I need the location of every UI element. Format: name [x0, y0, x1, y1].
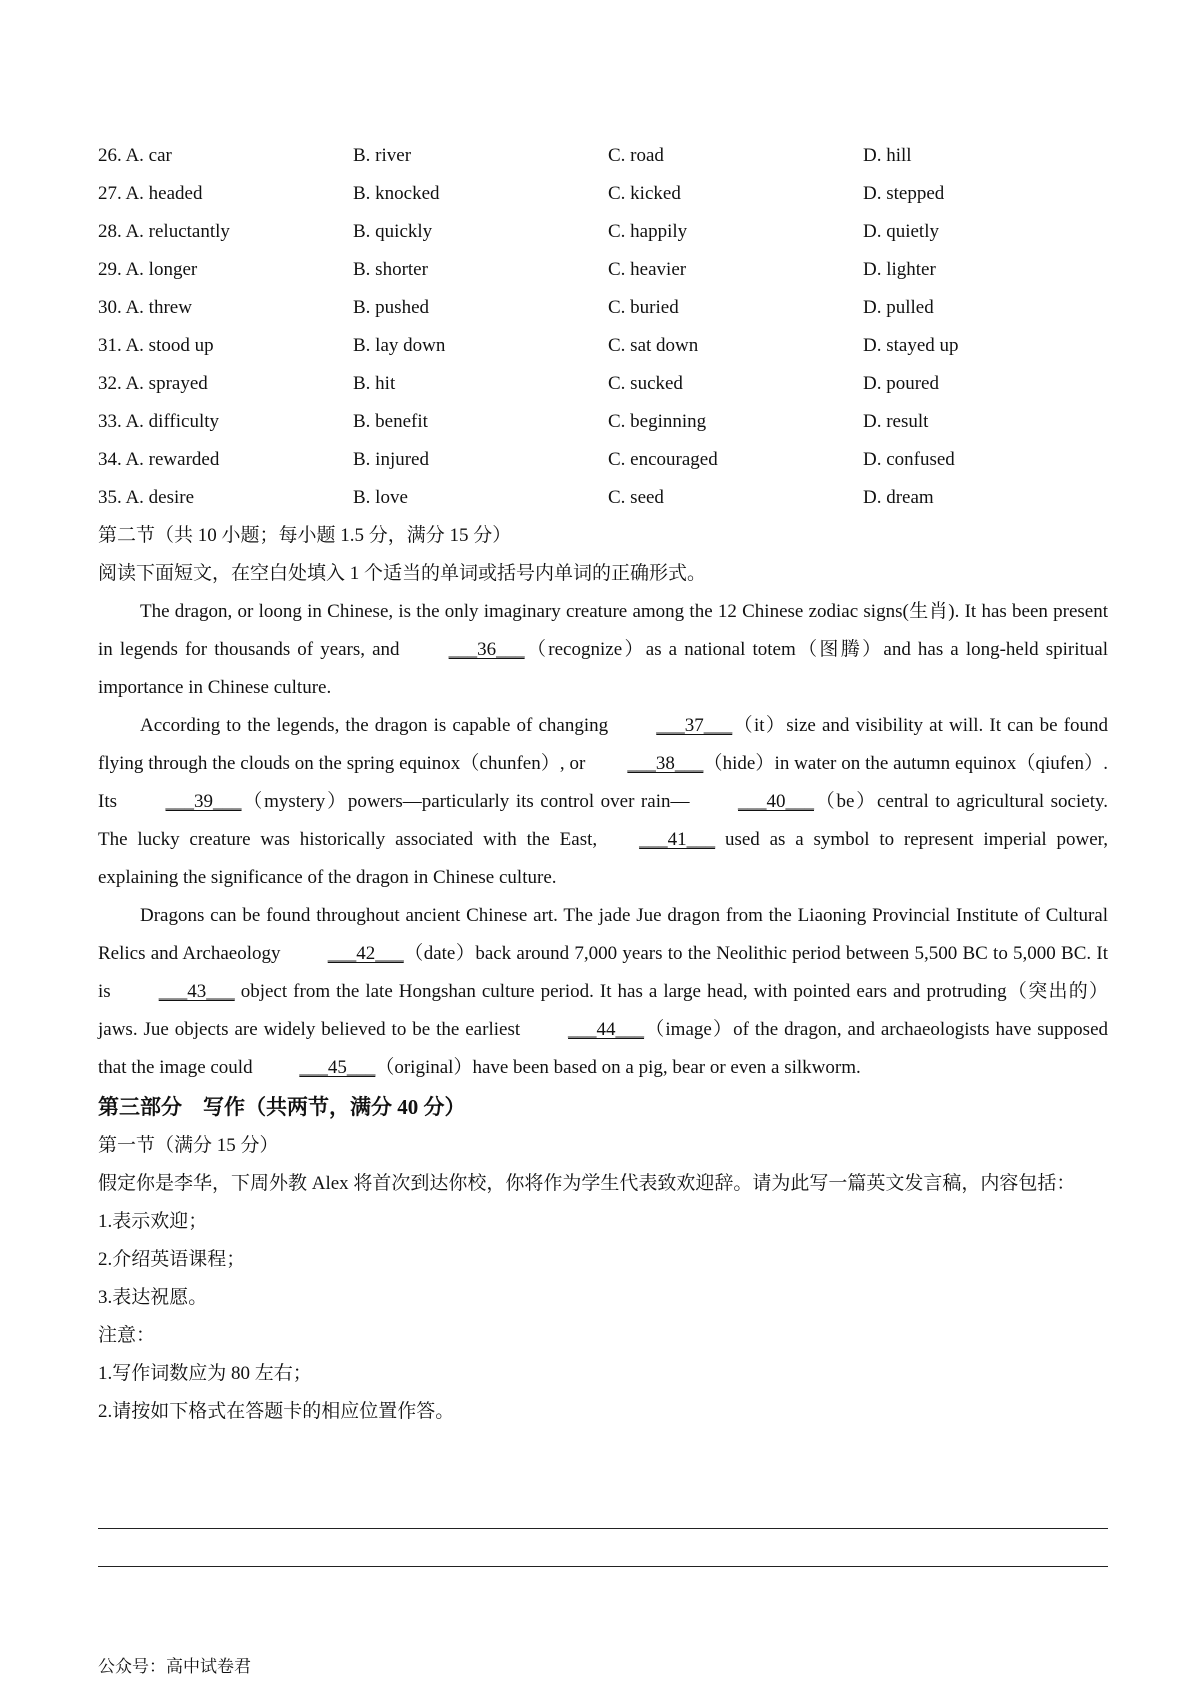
passage-paragraph-1	[98, 593, 1108, 707]
passage-paragraph-3	[98, 897, 1108, 1087]
prompt-item: 1.表示欢迎；	[98, 1211, 208, 1232]
part3-heading: 第三部分 写作（共两节，满分 40 分）	[98, 1095, 466, 1119]
passage-text: （image）of the dragon, and archaeologists have supposed that the image could	[98, 1019, 1108, 1078]
option-a: 32. A. sprayed	[98, 373, 208, 394]
answer-line	[98, 1528, 1108, 1529]
option-a: 35. A. desire	[98, 487, 195, 508]
option-b: B. love	[353, 487, 408, 508]
option-b: B. injured	[353, 449, 429, 470]
option-row	[98, 327, 1108, 365]
option-d: D. quietly	[863, 221, 939, 242]
option-b: B. hit	[353, 373, 396, 394]
option-c: C. sat down	[608, 335, 699, 356]
option-d: D. lighter	[863, 259, 936, 280]
options-table	[98, 137, 1108, 517]
passage-text: （it）size and visibility at will. It can be found flying through the clouds on the spring equinox（chunfen）, or	[98, 715, 1108, 774]
writing-prompt: 假定你是李华，下周外教 Alex 将首次到达你校，你将作为学生代表致欢迎辞。请为此写一篇英文发言稿，内容包括：	[98, 1173, 1076, 1194]
option-row	[98, 213, 1108, 251]
prompt-item: 3.表达祝愿。	[98, 1287, 208, 1308]
passage-text: （mystery）powers—particularly its control over rain—	[241, 791, 696, 812]
option-b: B. lay down	[353, 335, 446, 356]
option-row	[98, 479, 1108, 517]
blank-41: ___41___	[639, 829, 716, 850]
option-row	[98, 175, 1108, 213]
option-a: 29. A. longer	[98, 259, 198, 280]
option-a: 34. A. rewarded	[98, 449, 220, 470]
option-row	[98, 403, 1108, 441]
option-c: C. encouraged	[608, 449, 718, 470]
footer-text: 公众号：高中试卷君	[98, 1657, 251, 1676]
section2-heading: 第二节（共 10 小题；每小题 1.5 分，满分 15 分）	[98, 525, 512, 546]
option-a: 26. A. car	[98, 145, 172, 166]
passage-text: （be）central to agricultural society. The lucky creature was historically associated with the East,	[98, 791, 1108, 850]
option-a: 33. A. difficulty	[98, 411, 220, 432]
option-a: 27. A. headed	[98, 183, 203, 204]
option-row	[98, 441, 1108, 479]
blank-45: ___45___	[299, 1057, 376, 1078]
section2-instruction: 阅读下面短文，在空白处填入 1 个适当的单词或括号内单词的正确形式。	[98, 563, 707, 584]
part3-section1-heading: 第一节（满分 15 分）	[98, 1135, 279, 1156]
passage-text: （date）back around 7,000 years to the Neolithic period between 5,500 BC to 5,000 BC. It is	[98, 943, 1108, 1002]
answer-line	[98, 1566, 1108, 1567]
blank-39: ___39___	[165, 791, 242, 812]
option-c: C. happily	[608, 221, 688, 242]
option-d: D. hill	[863, 145, 912, 166]
blank-40: ___40___	[738, 791, 814, 812]
option-b: B. pushed	[353, 297, 429, 318]
option-d: D. dream	[863, 487, 934, 508]
option-row	[98, 365, 1108, 403]
option-c: C. beginning	[608, 411, 707, 432]
option-c: C. kicked	[608, 183, 681, 204]
passage-text: （hide）in water on the autumn equinox（qiufen）. Its	[98, 753, 1108, 812]
option-c: C. road	[608, 145, 664, 166]
option-a: 30. A. threw	[98, 297, 192, 318]
page-content	[98, 137, 1108, 1431]
option-row	[98, 289, 1108, 327]
option-c: C. seed	[608, 487, 664, 508]
option-b: B. knocked	[353, 183, 440, 204]
passage-paragraph-2	[98, 707, 1108, 897]
blank-44: ___44___	[568, 1019, 645, 1040]
option-d: D. result	[863, 411, 929, 432]
blank-43: ___43___	[158, 981, 235, 1002]
option-d: D. stepped	[863, 183, 945, 204]
passage-text: object from the late Hongshan culture period. It has a large head, with pointed ears and protruding（突出的）jaws. Jue objects are widely believed to be the earliest	[98, 981, 1108, 1040]
note-item: 1.写作词数应为 80 左右；	[98, 1363, 312, 1384]
option-row	[98, 251, 1108, 289]
prompt-item: 2.介绍英语课程；	[98, 1249, 246, 1270]
option-d: D. stayed up	[863, 335, 959, 356]
option-row	[98, 137, 1108, 175]
option-a: 28. A. reluctantly	[98, 221, 230, 242]
blank-36: ___36___	[448, 639, 525, 660]
option-b: B. shorter	[353, 259, 428, 280]
passage-text: （recognize）as a national totem（图腾）and has a long-held spiritual importance in Chinese culture.	[98, 639, 1108, 698]
note-label: 注意：	[98, 1325, 156, 1346]
note-item: 2.请按如下格式在答题卡的相应位置作答。	[98, 1401, 455, 1422]
option-d: D. confused	[863, 449, 955, 470]
option-b: B. river	[353, 145, 412, 166]
passage-text: （original）have been based on a pig, bear or even a silkworm.	[375, 1057, 861, 1078]
blank-37: ___37___	[656, 715, 733, 736]
option-c: C. heavier	[608, 259, 687, 280]
passage-text: used as a symbol to represent imperial power, explaining the significance of the dragon in Chinese culture.	[98, 829, 1108, 888]
option-a: 31. A. stood up	[98, 335, 214, 356]
option-c: C. buried	[608, 297, 679, 318]
option-c: C. sucked	[608, 373, 683, 394]
option-d: D. pulled	[863, 297, 934, 318]
option-d: D. poured	[863, 373, 939, 394]
passage-text: According to the legends, the dragon is capable of changing	[140, 715, 615, 736]
blank-42: ___42___	[327, 943, 404, 964]
option-b: B. benefit	[353, 411, 428, 432]
passage-text: The dragon, or loong in Chinese, is the only imaginary creature among the 12 Chinese zodiac signs(生肖). It has been present in legends for thousands of years, and	[98, 601, 1108, 660]
blank-38: ___38___	[627, 753, 704, 774]
passage-text: Dragons can be found throughout ancient Chinese art. The jade Jue dragon from the Liaoning Provincial Institute of Cultural Relics and Archaeology	[98, 905, 1108, 964]
option-b: B. quickly	[353, 221, 433, 242]
